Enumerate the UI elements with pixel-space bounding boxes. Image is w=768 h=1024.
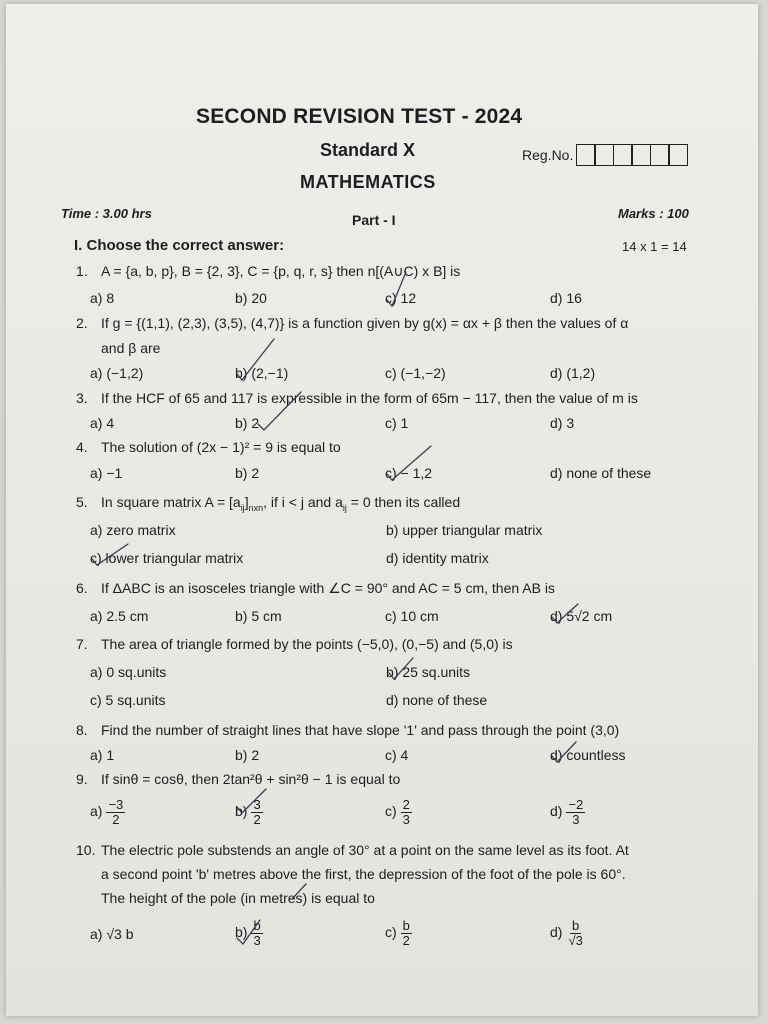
option-b[interactable]: b) 2 [235,415,260,431]
option-c[interactable]: c) $\frac{b}{2}$ [385,918,410,948]
option-a[interactable]: a) (−1,2) [90,365,144,381]
section-heading: I. Choose the correct answer: [74,237,285,254]
part-label: Part - I [352,212,396,228]
option-d[interactable]: d) countless [550,747,626,763]
fraction: $\frac{3}{2}$ [253,797,261,827]
marks-label: Marks : 100 [618,206,689,221]
reg-number [522,144,688,166]
option-d[interactable]: d) identity matrix [386,550,489,566]
option-a[interactable]: a) 0 sq.units [90,664,167,680]
reg-box [631,144,651,166]
option-b[interactable]: b) $\frac{3}{2}$ [235,797,261,827]
subject-title: MATHEMATICS [300,172,436,192]
option-d[interactable]: d) 16 [550,290,582,306]
option-d[interactable]: d) none of these [550,465,652,481]
section-marks: 14 x 1 = 14 [622,239,687,254]
question-text: If the HCF of 65 and 117 is expressible in the form of 65m − 117, then the value of m is [101,390,638,406]
time-label: Time : 3.00 hrs [61,206,152,221]
fraction: $\frac{b}{√3}$ [568,918,583,948]
question-8: 8. Find the number of straight lines that have slope '1' and pass through the point (3,0) [76,722,620,738]
option-c[interactable]: c) lower triangular matrix [90,550,244,566]
option-a[interactable]: a) $\frac{-3}{2}$ [90,797,124,827]
option-c[interactable]: c) 1 [385,415,409,431]
reg-number-boxes [577,144,688,166]
question-continuation: The height of the pole (in metres) is equal to [101,890,375,906]
option-a[interactable]: a) 8 [90,290,115,306]
option-b[interactable]: b) $\frac{b}{3}$ [235,918,261,948]
question-2: 2. If g = {(1,1), (2,3), (3,5), (4,7)} is a function given by g(x) = αx + β then the values of α [76,315,629,331]
option-d[interactable]: d) $\frac{-2}{3}$ [550,797,584,827]
option-d[interactable]: d) (1,2) [550,365,596,381]
exam-paper [6,4,758,1016]
question-5: 5. In square matrix $A = [a_{ij}]_{nxn}$, if i < j and $a_{ij} = 0$ then its called [76,494,461,513]
question-text: Find the number of straight lines that have slope '1' and pass through the point (3,0) [101,722,620,738]
question-continuation: and β are [101,340,161,356]
option-d[interactable]: d) 3 [550,415,575,431]
question-text: The electric pole substends an angle of 30° at a point on the same level as its foot. At [101,842,629,858]
question-9: 9. If sinθ = cosθ, then 2tan²θ + sin²θ − 1 is equal to [76,771,401,787]
option-b[interactable]: b) 25 sq.units [386,664,471,680]
reg-box [613,144,633,166]
question-text: If sinθ = cosθ, then 2tan²θ + sin²θ − 1 is equal to [101,771,401,787]
reg-box [650,144,670,166]
question-text: In square matrix $A = [a_{ij}]_{nxn}$, if i < j and $a_{ij} = 0$ then its called [101,494,461,513]
standard-label: Standard X [320,140,416,160]
question-text: The solution of (2x − 1)² = 9 is equal to [101,439,341,455]
option-a[interactable]: a) 2.5 cm [90,608,149,624]
option-a[interactable]: a) −1 [90,465,123,481]
option-b[interactable]: b) (2,−1) [235,365,289,381]
question-text: The area of triangle formed by the points (−5,0), (0,−5) and (5,0) is [101,636,513,652]
option-a[interactable]: a) 4 [90,415,115,431]
exam-title: SECOND REVISION TEST - 2024 [196,105,523,128]
question-text: If g = {(1,1), (2,3), (3,5), (4,7)} is a function given by g(x) = αx + β then the values of α [101,315,629,331]
fraction: $\frac{-2}{3}$ [568,797,584,827]
fraction: $\frac{2}{3}$ [402,797,410,827]
fraction: $\frac{b}{3}$ [253,918,261,948]
question-3: 3. If the HCF of 65 and 117 is expressible in the form of 65m − 117, then the value of m is [76,390,638,406]
option-c[interactable]: c) 4 [385,747,409,763]
option-a[interactable]: a) 1 [90,747,115,763]
reg-box [594,144,614,166]
option-d[interactable]: d) $\frac{b}{√3}$ [550,918,583,948]
question-7: 7. The area of triangle formed by the points (−5,0), (0,−5) and (5,0) is [76,636,513,652]
option-b[interactable]: b) 5 cm [235,608,282,624]
question-text: If ΔABC is an isosceles triangle with ∠C = 90° and AC = 5 cm, then AB is [101,580,555,596]
option-a[interactable]: a) √3 b [90,926,134,942]
option-d[interactable]: d) none of these [386,692,488,708]
option-c[interactable]: c) (−1,−2) [385,365,446,381]
question-6: 6. If ΔABC is an isosceles triangle with ∠C = 90° and AC = 5 cm, then AB is [76,580,555,596]
reg-label: Reg.No. [522,147,574,163]
reg-box [576,144,596,166]
question-4: 4. The solution of (2x − 1)² = 9 is equal to [76,439,341,455]
option-c[interactable]: c) − 1,2 [385,465,433,481]
reg-box [668,144,688,166]
option-b[interactable]: b) upper triangular matrix [386,522,543,538]
fraction: $\frac{-3}{2}$ [108,797,124,827]
question-text: A = {a, b, p}, B = {2, 3}, C = {p, q, r, s} then n[(A∪C) x B] is [101,263,461,279]
option-d[interactable]: d) 5√2 cm [550,608,613,624]
option-c[interactable]: c) $\frac{2}{3}$ [385,797,410,827]
option-c[interactable]: c) 10 cm [385,608,439,624]
option-c[interactable]: c) 5 sq.units [90,692,166,708]
question-10: 10. The electric pole substends an angle of 30° at a point on the same level as its foot. At [76,842,629,858]
question-1: 1. A = {a, b, p}, B = {2, 3}, C = {p, q, r, s} then n[(A∪C) x B] is [76,263,461,279]
option-b[interactable]: b) 20 [235,290,267,306]
option-b[interactable]: b) 2 [235,465,260,481]
option-a[interactable]: a) zero matrix [90,522,176,538]
fraction: $\frac{b}{2}$ [402,918,410,948]
option-c[interactable]: c) 12 [385,290,417,306]
option-b[interactable]: b) 2 [235,747,260,763]
question-continuation: a second point 'b' metres above the first, the depression of the foot of the pole is 60°. [101,866,626,882]
